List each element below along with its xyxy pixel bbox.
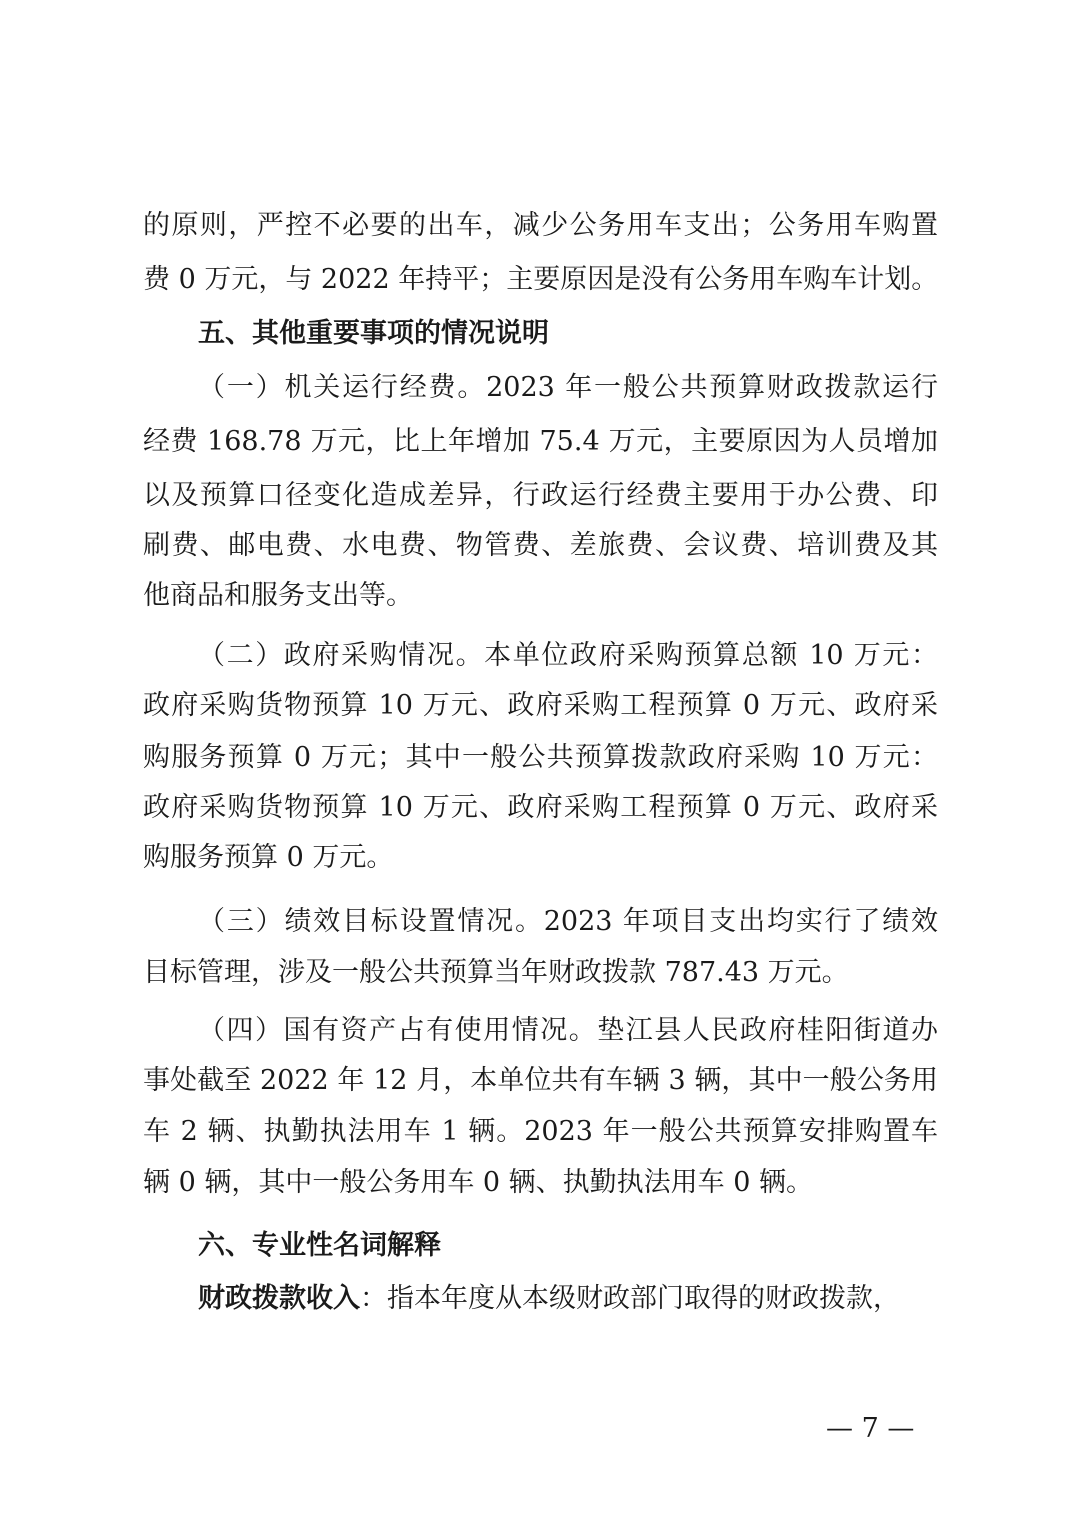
text-line: （二）政府采购情况。本单位政府采购预算总额 10 万元：	[198, 640, 938, 671]
text-line: 辆 0 辆，其中一般公务用车 0 辆、执勤执法用车 0 辆。	[143, 1167, 814, 1198]
page-number: — 7 —	[826, 1413, 915, 1444]
text-line: （一）机关运行经费。2023 年一般公共预算财政拨款运行	[198, 372, 938, 403]
term-text: ：指本年度从本级财政部门取得的财政拨款，	[360, 1283, 900, 1314]
text-line: 购服务预算 0 万元。	[143, 842, 394, 873]
text-line: 刷费、邮电费、水电费、物管费、差旅费、会议费、培训费及其	[143, 530, 938, 561]
text-line: （三）绩效目标设置情况。2023 年项目支出均实行了绩效	[198, 906, 938, 937]
text-line: 他商品和服务支出等。	[143, 580, 413, 611]
term-label: 财政拨款收入	[198, 1283, 360, 1314]
text-line: 经费 168.78 万元，比上年增加 75.4 万元，主要原因为人员增加	[143, 426, 938, 457]
section-heading-5: 五、其他重要事项的情况说明	[198, 318, 549, 349]
text-line: 事处截至 2022 年 12 月，本单位共有车辆 3 辆，其中一般公务用	[143, 1065, 938, 1096]
text-line: 以及预算口径变化造成差异，行政运行经费主要用于办公费、印	[143, 480, 938, 511]
text-line: 费 0 万元，与 2022 年持平；主要原因是没有公务用车购车计划。	[143, 264, 939, 295]
section-heading-6: 六、专业性名词解释	[198, 1230, 441, 1261]
text-line: （四）国有资产占有使用情况。垫江县人民政府桂阳街道办	[198, 1015, 938, 1046]
text-line: 车 2 辆、执勤执法用车 1 辆。2023 年一般公共预算安排购置车	[143, 1116, 938, 1147]
text-line: 购服务预算 0 万元；其中一般公共预算拨款政府采购 10 万元：	[143, 742, 938, 773]
term-definition	[198, 1281, 938, 1317]
text-line: 政府采购货物预算 10 万元、政府采购工程预算 0 万元、政府采	[143, 792, 938, 823]
text-line: 政府采购货物预算 10 万元、政府采购工程预算 0 万元、政府采	[143, 690, 938, 721]
text-line: 的原则，严控不必要的出车，减少公务用车支出；公务用车购置	[143, 210, 938, 241]
text-line: 目标管理，涉及一般公共预算当年财政拨款 787.43 万元。	[143, 957, 849, 988]
